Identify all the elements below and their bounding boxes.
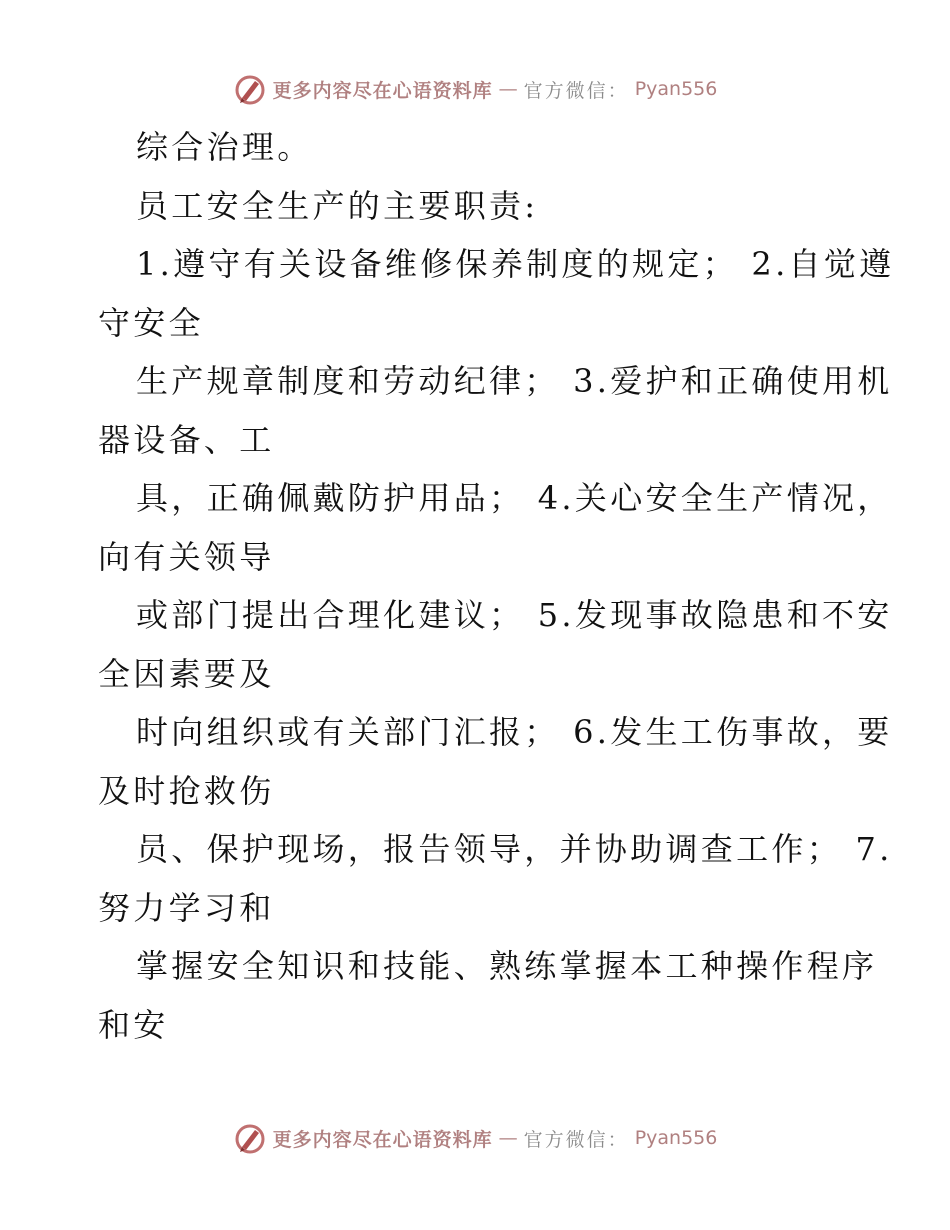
text-line: 努力学习和 xyxy=(98,888,275,927)
pen-logo-icon xyxy=(233,1121,267,1155)
text-line: 员工安全生产的主要职责: xyxy=(136,186,539,225)
watermark-wechat-label: 官方微信： xyxy=(523,1128,629,1151)
text-line: 守安全 xyxy=(98,303,204,342)
text-line: 和安 xyxy=(98,1005,169,1044)
text-line: 掌握安全知识和技能、熟练掌握本工种操作程序 xyxy=(136,947,878,985)
document-body xyxy=(98,118,895,1054)
text-line: 时向组织或有关部门汇报； 6.发生工伤事故，要 xyxy=(136,713,893,751)
watermark-wechat-label: 官方微信： xyxy=(523,79,629,102)
text-line: 具，正确佩戴防护用品； 4.关心安全生产情况， xyxy=(136,479,893,517)
watermark-wechat-id: Pyan556 xyxy=(634,78,718,100)
text-line: 全因素要及 xyxy=(98,654,275,693)
footer-watermark xyxy=(0,1121,950,1155)
watermark-text: 更多内容尽在心语资料库 xyxy=(272,1128,493,1151)
text-line: 综合治理。 xyxy=(136,128,313,166)
text-line: 1.遵守有关设备维修保养制度的规定； 2.自觉遵 xyxy=(136,245,895,283)
text-line: 生产规章制度和劳动纪律； 3.爱护和正确使用机 xyxy=(136,362,893,400)
text-line: 或部门提出合理化建议； 5.发现事故隐患和不安 xyxy=(136,596,893,634)
watermark-dash: — xyxy=(498,1127,518,1149)
watermark-wechat-id: Pyan556 xyxy=(634,1127,718,1149)
watermark-dash: — xyxy=(498,78,518,100)
header-watermark xyxy=(0,72,950,106)
text-line: 器设备、工 xyxy=(98,420,275,459)
text-line: 员、保护现场，报告领导，并协助调查工作； 7. xyxy=(136,830,893,868)
pen-logo-icon xyxy=(233,72,267,106)
text-line: 向有关领导 xyxy=(98,537,275,576)
watermark-text: 更多内容尽在心语资料库 xyxy=(272,79,493,102)
text-line: 及时抢救伤 xyxy=(98,771,275,810)
